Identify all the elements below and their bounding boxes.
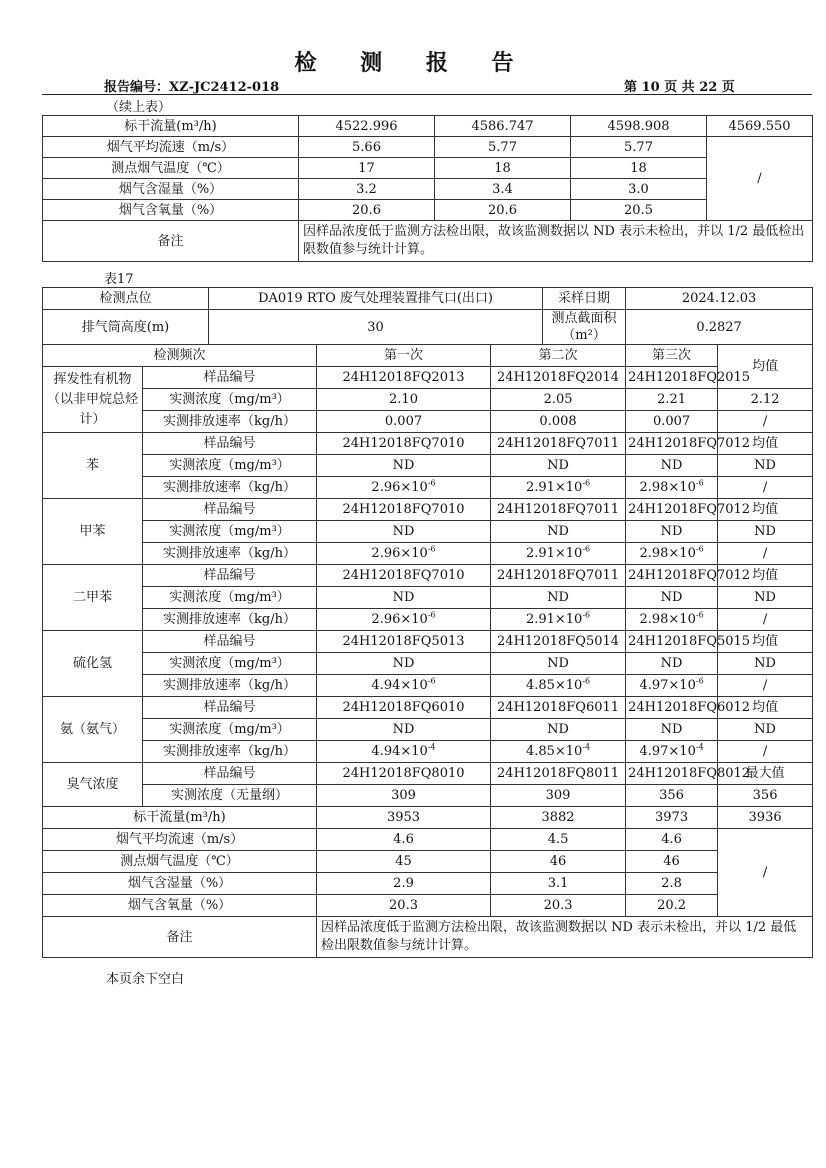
row-label: 实测排放速率（kg/h） <box>143 609 317 631</box>
pollutant-name: 硫化氢 <box>43 631 143 697</box>
cell: 均值 <box>718 433 813 455</box>
cell: 2.10 <box>317 389 491 411</box>
remark-label: 备注 <box>43 221 299 262</box>
remark-text: 因样品浓度低于监测方法检出限，故该监测数据以 ND 表示未检出，并以 1/2 最低检出限数值参与统计计算。 <box>317 917 813 958</box>
cell: 24H12018FQ2015 <box>626 367 718 389</box>
cell: 4569.550 <box>707 116 813 137</box>
cell: / <box>707 137 813 221</box>
page-info: 第 10 页 共 22 页 <box>624 80 735 95</box>
cell: ND <box>317 653 491 675</box>
area-value: 0.2827 <box>626 310 813 345</box>
table-row <box>43 137 813 158</box>
cell: $4.85\times 10^{-4}$ <box>491 741 626 763</box>
table-row <box>43 587 813 609</box>
cell: 5.66 <box>299 137 435 158</box>
cell: ND <box>491 587 626 609</box>
cell: 3953 <box>317 807 491 829</box>
cell: ND <box>491 653 626 675</box>
continued-label: （续上表） <box>106 100 172 115</box>
cell: 24H12018FQ7011 <box>491 499 626 521</box>
cell: 24H12018FQ7012 <box>626 499 718 521</box>
point-label: 检测点位 <box>43 288 209 310</box>
cell: ND <box>317 587 491 609</box>
cell: 309 <box>317 785 491 807</box>
table-row <box>43 158 813 179</box>
cell: 4522.996 <box>299 116 435 137</box>
cell: $2.98\times 10^{-6}$ <box>626 477 718 499</box>
cell: $2.91\times 10^{-6}$ <box>491 543 626 565</box>
pollutant-name: 臭气浓度 <box>43 763 143 807</box>
row-label: 烟气平均流速（m/s） <box>43 137 299 158</box>
cell: 3.2 <box>299 179 435 200</box>
cell: / <box>718 543 813 565</box>
table-row <box>43 521 813 543</box>
cell: 24H12018FQ6010 <box>317 697 491 719</box>
cell: ND <box>718 455 813 477</box>
table-row <box>43 179 813 200</box>
row-label: 样品编号 <box>143 433 317 455</box>
cell: 2.05 <box>491 389 626 411</box>
table-row <box>43 895 813 917</box>
table-row <box>43 785 813 807</box>
cell: 4.6 <box>317 829 491 851</box>
table-row <box>43 411 813 433</box>
cell: 20.6 <box>435 200 571 221</box>
cell: 24H12018FQ5013 <box>317 631 491 653</box>
table-row <box>43 631 813 653</box>
cell: / <box>718 609 813 631</box>
cell: 309 <box>491 785 626 807</box>
cell: ND <box>718 653 813 675</box>
continued-table <box>42 115 813 262</box>
cell: 24H12018FQ6012 <box>626 697 718 719</box>
cell: 20.3 <box>491 895 626 917</box>
pollutant-name: 挥发性有机物（以非甲烷总烃计） <box>43 367 143 433</box>
row-label: 实测浓度（mg/m³） <box>143 587 317 609</box>
cell: ND <box>626 719 718 741</box>
row-label: 实测浓度（mg/m³） <box>143 719 317 741</box>
cell: $2.91\times 10^{-6}$ <box>491 609 626 631</box>
row-label: 标干流量(m³/h) <box>43 116 299 137</box>
table-row <box>43 829 813 851</box>
cell: 24H12018FQ8012 <box>626 763 718 785</box>
cell: 最大值 <box>718 763 813 785</box>
cell: 24H12018FQ5014 <box>491 631 626 653</box>
cell: 24H12018FQ7010 <box>317 433 491 455</box>
cell: $2.96\times 10^{-6}$ <box>317 543 491 565</box>
cell: ND <box>491 521 626 543</box>
row-label: 样品编号 <box>143 631 317 653</box>
row-label: 样品编号 <box>143 763 317 785</box>
table-row <box>43 851 813 873</box>
cell: / <box>718 829 813 917</box>
cell: 3.1 <box>491 873 626 895</box>
cell: $4.97\times 10^{-4}$ <box>626 741 718 763</box>
cell: ND <box>718 587 813 609</box>
cell: 20.5 <box>571 200 707 221</box>
cell: $4.85\times 10^{-6}$ <box>491 675 626 697</box>
cell: / <box>718 411 813 433</box>
row-label: 实测排放速率（kg/h） <box>143 543 317 565</box>
header-divider <box>42 94 812 95</box>
row-label: 烟气含氧量（%） <box>43 200 299 221</box>
table-row <box>43 367 813 389</box>
cell: 46 <box>626 851 718 873</box>
remark-row <box>43 917 813 958</box>
cell: 20.2 <box>626 895 718 917</box>
cell: ND <box>317 521 491 543</box>
cell: 18 <box>571 158 707 179</box>
cell: 20.6 <box>299 200 435 221</box>
table-row <box>43 807 813 829</box>
date-label: 采样日期 <box>543 288 626 310</box>
cell: 24H12018FQ7011 <box>491 433 626 455</box>
cell: $2.96\times 10^{-6}$ <box>317 609 491 631</box>
cell: 均值 <box>718 697 813 719</box>
report-number: 报告编号：XZ-JC2412-018 <box>104 80 280 95</box>
cell: 均值 <box>718 631 813 653</box>
table-row <box>43 116 813 137</box>
remark-label: 备注 <box>43 917 317 958</box>
row-label: 实测排放速率（kg/h） <box>143 741 317 763</box>
cell: 4586.747 <box>435 116 571 137</box>
table-row <box>43 697 813 719</box>
table-row <box>43 763 813 785</box>
cell: 5.77 <box>571 137 707 158</box>
row-label: 烟气含湿量（%） <box>43 179 299 200</box>
row-label: 样品编号 <box>143 367 317 389</box>
remark-text: 因样品浓度低于监测方法检出限，故该监测数据以 ND 表示未检出，并以 1/2 最低检出限数值参与统计计算。 <box>299 221 813 262</box>
cell: 均值 <box>718 565 813 587</box>
row-label: 标干流量(m³/h) <box>43 807 317 829</box>
cell: 356 <box>626 785 718 807</box>
cell: 24H12018FQ6011 <box>491 697 626 719</box>
cell: $2.91\times 10^{-6}$ <box>491 477 626 499</box>
row-label: 样品编号 <box>143 697 317 719</box>
cell: 24H12018FQ7012 <box>626 565 718 587</box>
cell: 356 <box>718 785 813 807</box>
cell: $4.97\times 10^{-6}$ <box>626 675 718 697</box>
report-title: 检 测 报 告 <box>294 50 532 76</box>
row-label: 实测排放速率（kg/h） <box>143 411 317 433</box>
cell: ND <box>626 455 718 477</box>
col-header: 第二次 <box>491 345 626 367</box>
cell: 3.0 <box>571 179 707 200</box>
cell: 0.007 <box>317 411 491 433</box>
row-label: 测点烟气温度（℃） <box>43 851 317 873</box>
row-label: 实测浓度（mg/m³） <box>143 653 317 675</box>
pollutant-name: 氨（氨气） <box>43 697 143 763</box>
cell: $4.94\times 10^{-6}$ <box>317 675 491 697</box>
cell: ND <box>626 587 718 609</box>
table-row <box>43 609 813 631</box>
cell: $4.94\times 10^{-4}$ <box>317 741 491 763</box>
row-label: 测点烟气温度（℃） <box>43 158 299 179</box>
cell: $2.98\times 10^{-6}$ <box>626 609 718 631</box>
row-label: 烟气含氧量（%） <box>43 895 317 917</box>
area-label: 测点截面积（m²） <box>543 310 626 345</box>
cell: 24H12018FQ8010 <box>317 763 491 785</box>
table-row <box>43 455 813 477</box>
freq-label: 检测频次 <box>43 345 317 367</box>
cell: 4.6 <box>626 829 718 851</box>
table-row <box>43 310 813 345</box>
cell: ND <box>718 521 813 543</box>
table-row <box>43 499 813 521</box>
row-label: 烟气平均流速（m/s） <box>43 829 317 851</box>
table-row <box>43 565 813 587</box>
cell: 2.8 <box>626 873 718 895</box>
pollutant-name: 甲苯 <box>43 499 143 565</box>
cell: 2.21 <box>626 389 718 411</box>
cell: / <box>718 675 813 697</box>
pollutant-name: 二甲苯 <box>43 565 143 631</box>
cell: 24H12018FQ2014 <box>491 367 626 389</box>
table-caption: 表17 <box>104 272 134 287</box>
table-row <box>43 741 813 763</box>
cell: 20.3 <box>317 895 491 917</box>
cell: 均值 <box>718 499 813 521</box>
cell: ND <box>718 719 813 741</box>
table-row <box>43 543 813 565</box>
row-label: 样品编号 <box>143 499 317 521</box>
cell: 4.5 <box>491 829 626 851</box>
row-label: 实测浓度（mg/m³） <box>143 455 317 477</box>
cell: ND <box>317 719 491 741</box>
table-row <box>43 288 813 310</box>
cell: $2.96\times 10^{-6}$ <box>317 477 491 499</box>
cell: 0.007 <box>626 411 718 433</box>
cell: 3973 <box>626 807 718 829</box>
date-value: 2024.12.03 <box>626 288 813 310</box>
col-header: 第一次 <box>317 345 491 367</box>
cell: 24H12018FQ7010 <box>317 565 491 587</box>
cell: 2.12 <box>718 389 813 411</box>
cell: 24H12018FQ7012 <box>626 433 718 455</box>
cell: 24H12018FQ7010 <box>317 499 491 521</box>
col-header: 均值 <box>718 345 813 389</box>
table-row <box>43 653 813 675</box>
cell: 5.77 <box>435 137 571 158</box>
cell: 24H12018FQ7011 <box>491 565 626 587</box>
row-label: 实测排放速率（kg/h） <box>143 477 317 499</box>
table-row <box>43 719 813 741</box>
footnote: 本页余下空白 <box>106 972 185 987</box>
table-17 <box>42 287 813 958</box>
cell: 18 <box>435 158 571 179</box>
point-value: DA019 RTO 废气处理装置排气口(出口) <box>209 288 543 310</box>
cell: / <box>718 741 813 763</box>
cell: 24H12018FQ8011 <box>491 763 626 785</box>
row-label: 实测浓度（无量纲） <box>143 785 317 807</box>
col-header: 第三次 <box>626 345 718 367</box>
cell: / <box>718 477 813 499</box>
row-label: 实测排放速率（kg/h） <box>143 675 317 697</box>
table-row <box>43 345 813 367</box>
cell: 3.4 <box>435 179 571 200</box>
row-label: 实测浓度（mg/m³） <box>143 389 317 411</box>
table-row <box>43 433 813 455</box>
cell: 24H12018FQ2013 <box>317 367 491 389</box>
height-label: 排气筒高度(m) <box>43 310 209 345</box>
table-row <box>43 477 813 499</box>
cell: 2.9 <box>317 873 491 895</box>
height-value: 30 <box>209 310 543 345</box>
cell: ND <box>626 521 718 543</box>
cell: ND <box>491 455 626 477</box>
table-row <box>43 389 813 411</box>
table-row <box>43 200 813 221</box>
cell: 24H12018FQ5015 <box>626 631 718 653</box>
remark-row <box>43 221 813 262</box>
table-row <box>43 675 813 697</box>
cell: 45 <box>317 851 491 873</box>
cell: 3936 <box>718 807 813 829</box>
cell: 0.008 <box>491 411 626 433</box>
row-label: 实测浓度（mg/m³） <box>143 521 317 543</box>
cell: ND <box>317 455 491 477</box>
cell: 4598.908 <box>571 116 707 137</box>
cell: ND <box>626 653 718 675</box>
cell: $2.98\times 10^{-6}$ <box>626 543 718 565</box>
row-label: 样品编号 <box>143 565 317 587</box>
pollutant-name: 苯 <box>43 433 143 499</box>
cell: 46 <box>491 851 626 873</box>
cell: 17 <box>299 158 435 179</box>
cell: ND <box>491 719 626 741</box>
cell: 3882 <box>491 807 626 829</box>
table-row <box>43 873 813 895</box>
row-label: 烟气含湿量（%） <box>43 873 317 895</box>
